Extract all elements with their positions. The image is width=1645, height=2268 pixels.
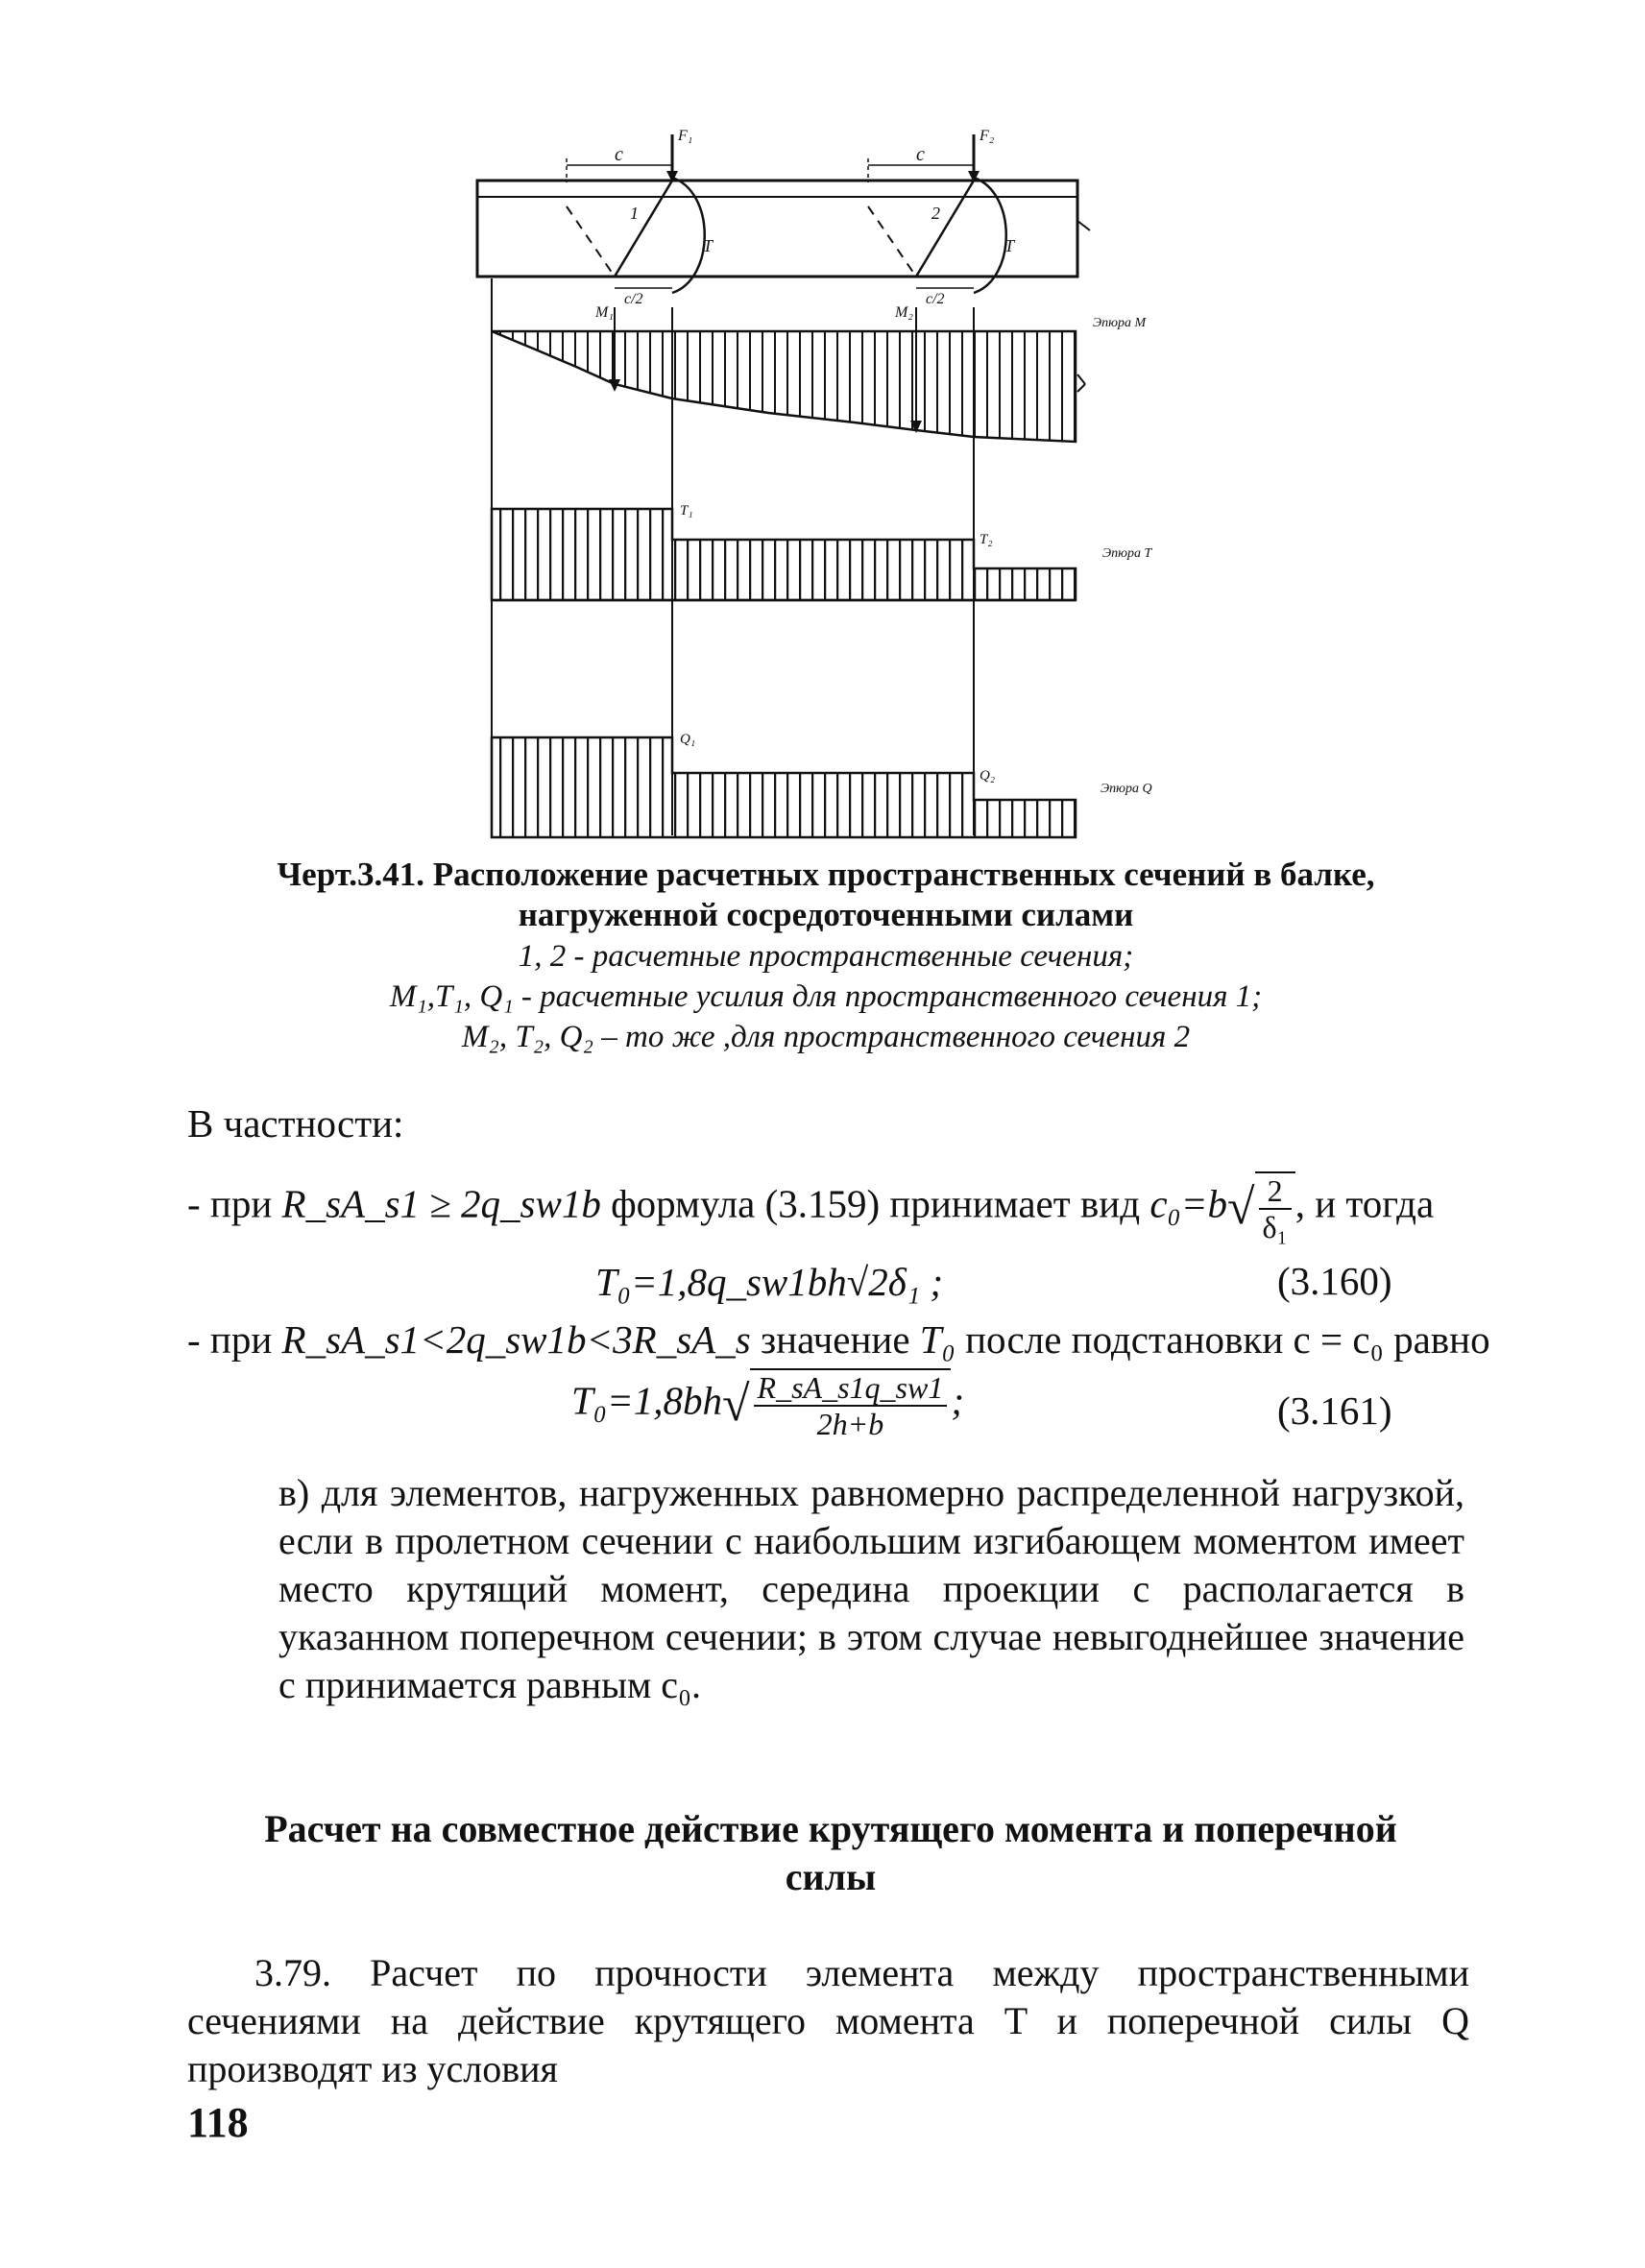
- torque-epure: [492, 503, 1153, 600]
- case2-suffix: после подстановки c = c₀ равно: [965, 1317, 1490, 1362]
- case2-prefix: - при: [187, 1317, 273, 1362]
- eq161-den: 2h+b: [816, 1407, 884, 1441]
- equation-3-160: T₀=1,8q_sw1bh√2δ₁ ;: [595, 1260, 943, 1304]
- label-m1: M₁: [595, 304, 614, 321]
- caption-title-line-2: нагруженной сосредоточенными силами: [518, 896, 1134, 933]
- caption-line-3: M₂, T₂, Q₂ – то же ,для пространственного сечения 2: [461, 1020, 1191, 1054]
- moment-epure: [492, 304, 1148, 442]
- equation-3-160-number: (3.160): [1277, 1259, 1392, 1303]
- eq161-semicolon: ;: [951, 1378, 964, 1423]
- caption-line-1: 1, 2 - расчетные пространственные сечения;: [518, 939, 1134, 974]
- caption-title-line-1: Черт.3.41. Расположение расчетных пространственных сечений в балке,: [277, 856, 1375, 893]
- case1-c0: c₀=b: [1149, 1181, 1227, 1226]
- label-section-2: 2: [931, 204, 940, 223]
- equation-3-161-number: (3.161): [1277, 1388, 1392, 1433]
- page-number: 118: [187, 2099, 249, 2146]
- paragraph-3-79: 3.79. Расчет по прочности элемента между пространственными сечениями на действие крутящего момента T и поперечной силы Q производят из условия: [187, 1951, 1469, 2090]
- label-m2: M₂: [895, 304, 913, 321]
- case1-suffix: , и тогда: [1294, 1181, 1435, 1226]
- label-c-half-1: c/2: [624, 291, 643, 307]
- case2-middle: значение: [760, 1317, 910, 1362]
- label-t1: T₁: [680, 503, 693, 519]
- label-t-torque-2: T: [1004, 236, 1015, 255]
- paragraph-v: в) для элементов, нагруженных равномерно распределенной нагрузкой, если в пролетном сечении с наибольшим изгибающем моментом имеет место крутящий момент, середина проекции c располагается в указанном поперечном сечении; в этом случае невыгоднейшее значение c принимается равным c₀.: [278, 1471, 1464, 1706]
- label-t-torque-1: T: [703, 236, 714, 255]
- label-c-half-2: c/2: [926, 291, 945, 307]
- label-c-2: c: [916, 144, 925, 165]
- heading-line-1: Расчет на совместное действие крутящего момента и поперечной: [264, 1807, 1397, 1850]
- force-f1: [666, 128, 692, 182]
- shear-epure: [492, 732, 1152, 837]
- label-c-1: c: [615, 144, 623, 165]
- beam: [477, 181, 1090, 277]
- caption-line-2: M₁,T₁, Q₁ - расчетные усилия для пространственного сечения 1;: [389, 979, 1263, 1014]
- case2-condition: R_sA_s1<2q_sw1b<3R_sA_s: [281, 1317, 751, 1362]
- force-f2: [968, 128, 995, 182]
- section-heading: [192, 1805, 1469, 1901]
- label-q1: Q₁: [680, 732, 696, 747]
- case1-condition: R_sA_s1 ≥ 2q_sw1b: [281, 1181, 601, 1226]
- eq161-lhs: T₀=1,8bh: [571, 1378, 722, 1423]
- spatial-section-2: [868, 144, 1016, 307]
- eq161-fraction: [750, 1368, 952, 1441]
- case1-middle: формула (3.159) принимает вид: [611, 1181, 1141, 1226]
- case2-t0: T₀: [919, 1317, 956, 1362]
- equation-3-161: T₀=1,8bh√ $\frac{R\_sA\_s1q\_sw1}{2h+b}$ ;: [571, 1370, 964, 1441]
- eq161-num: R_sA_s1q_sw1: [754, 1370, 948, 1407]
- case2-line: [187, 1315, 1490, 1363]
- in-particular-text: В частности:: [187, 1101, 404, 1146]
- figure-caption-title: [154, 855, 1498, 935]
- case1-fraction: [1255, 1171, 1295, 1244]
- spatial-section-1: [567, 144, 714, 307]
- label-epure-t: Эпюра T: [1102, 546, 1152, 561]
- heading-line-2: силы: [785, 1855, 877, 1898]
- label-epure-m: Эпюра M: [1093, 316, 1147, 330]
- case1-frac-den: δ₁: [1262, 1210, 1288, 1244]
- beam-diagram: [0, 0, 1645, 845]
- case1-frac-num: 2: [1259, 1173, 1292, 1210]
- label-epure-q: Эпюра Q: [1101, 782, 1152, 796]
- label-section-1: 1: [630, 204, 639, 223]
- label-f1: F₁: [678, 128, 693, 144]
- label-f2: F₂: [980, 128, 995, 144]
- label-t2: T₂: [980, 532, 993, 547]
- label-q2: Q₂: [980, 768, 996, 784]
- case1-line: - при R_sA_s1 ≥ 2q_sw1b формула (3.159) принимает вид c₀=b√ $\frac{2}{\text{δ₁}}$ , и тогда: [187, 1173, 1435, 1244]
